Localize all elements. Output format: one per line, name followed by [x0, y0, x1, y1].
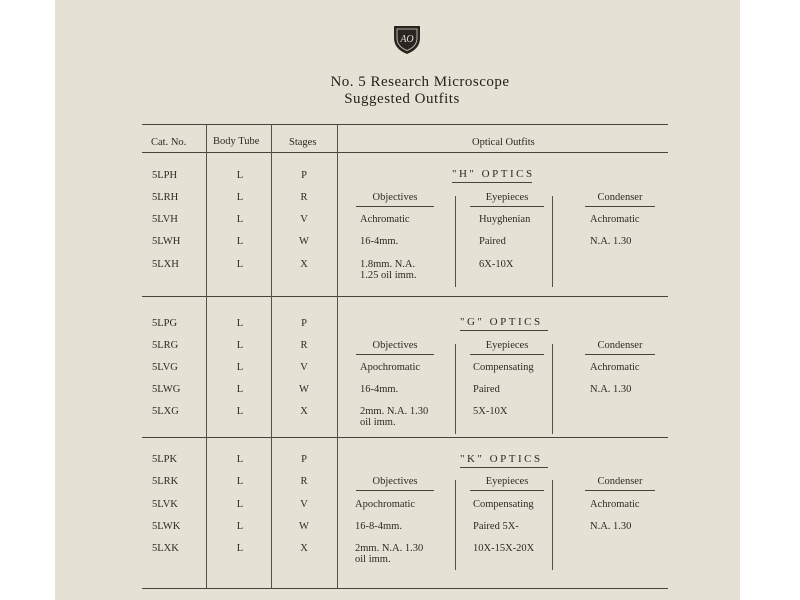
group-divider [142, 296, 668, 297]
group-divider [142, 437, 668, 438]
condenser-value: Achromatic [590, 214, 640, 225]
eyepiece-value: Paired 5X- [473, 521, 519, 532]
condenser-underline [585, 490, 655, 491]
stage: R [300, 476, 308, 487]
body-tube: L [236, 384, 244, 395]
objective-value: 2mm. N.A. 1.30 [360, 406, 429, 417]
logo-lettering: AO [400, 34, 414, 45]
cat-number: 5LXG [152, 406, 179, 417]
cat-number: 5LRK [152, 476, 179, 487]
eyepiece-value: 6X-10X [479, 259, 514, 270]
stage: V [300, 499, 308, 510]
stage: X [300, 259, 308, 270]
objectives-underline [356, 490, 434, 491]
cat-number: 5LRH [152, 192, 179, 203]
header-rule [142, 152, 668, 153]
eyepieces-underline [470, 354, 544, 355]
body-tube: L [236, 318, 244, 329]
body-tube: L [236, 236, 244, 247]
condenser-value: N.A. 1.30 [590, 236, 632, 247]
table-bottom-rule [142, 588, 668, 589]
body-tube: L [236, 259, 244, 270]
body-tube: L [236, 340, 244, 351]
cat-number: 5LVK [152, 499, 178, 510]
objective-value: Achromatic [360, 214, 410, 225]
objectives-label: Objectives [372, 476, 418, 487]
cat-number: 5LXK [152, 543, 179, 554]
eyepiece-value: Paired [479, 236, 506, 247]
cat-number: 5LWH [152, 236, 181, 247]
optics-heading-underline [452, 182, 532, 183]
eyepiece-value: 5X-10X [473, 406, 508, 417]
optics-heading-underline [460, 467, 548, 468]
objective-value: 2mm. N.A. 1.30 [355, 543, 424, 554]
header-body-tube: Body Tube [213, 136, 260, 147]
condenser-label: Condenser [597, 340, 643, 351]
stage: V [300, 214, 308, 225]
optics-divider [455, 196, 456, 287]
stage: P [301, 170, 307, 181]
cat-number: 5LVH [152, 214, 178, 225]
eyepieces-underline [470, 206, 544, 207]
objective-value: oil imm. [360, 417, 396, 428]
eyepieces-label: Eyepieces [485, 340, 529, 351]
eyepiece-value: Compensating [473, 499, 534, 510]
cat-number: 5LWG [152, 384, 181, 395]
objective-value: 1.8mm. N.A. [360, 259, 416, 270]
eyepiece-value: 10X-15X-20X [473, 543, 535, 554]
stage: W [299, 384, 309, 395]
optics-heading: "G" OPTICS [460, 316, 543, 328]
body-tube: L [236, 170, 244, 181]
stage: X [300, 543, 308, 554]
optics-divider [552, 480, 553, 570]
stage: V [300, 362, 308, 373]
body-tube: L [236, 362, 244, 373]
objective-value: Apochromatic [360, 362, 421, 373]
header-cat-no: Cat. No. [151, 137, 187, 148]
body-tube: L [236, 406, 244, 417]
eyepiece-value: Compensating [473, 362, 534, 373]
ao-shield-logo-icon [392, 23, 422, 55]
condenser-value: N.A. 1.30 [590, 384, 632, 395]
cat-number: 5LPG [152, 318, 178, 329]
eyepieces-label: Eyepieces [485, 476, 529, 487]
stage: P [301, 454, 307, 465]
eyepieces-label: Eyepieces [485, 192, 529, 203]
eyepieces-underline [470, 490, 544, 491]
objective-value: Apochromatic [355, 499, 416, 510]
stage: R [300, 340, 308, 351]
objective-value: 16-8-4mm. [355, 521, 402, 532]
objective-value: 16-4mm. [360, 384, 399, 395]
stage: W [299, 521, 309, 532]
cat-number: 5LPH [152, 170, 178, 181]
condenser-label: Condenser [597, 476, 643, 487]
body-tube: L [236, 214, 244, 225]
condenser-value: Achromatic [590, 499, 640, 510]
cat-number: 5LVG [152, 362, 178, 373]
optics-divider [455, 480, 456, 570]
objective-value: oil imm. [355, 554, 391, 565]
objectives-label: Objectives [372, 192, 418, 203]
stage: W [299, 236, 309, 247]
condenser-underline [585, 206, 655, 207]
body-tube: L [236, 476, 244, 487]
optics-heading-underline [460, 330, 548, 331]
body-tube: L [236, 192, 244, 203]
column-divider [337, 124, 338, 588]
objective-value: 16-4mm. [360, 236, 399, 247]
cat-number: 5LXH [152, 259, 179, 270]
optics-divider [455, 344, 456, 434]
cat-number: 5LPK [152, 454, 178, 465]
page-title: No. 5 Research Microscope [330, 74, 510, 90]
header-stages: Stages [289, 137, 317, 148]
stage: X [300, 406, 308, 417]
condenser-value: N.A. 1.30 [590, 521, 632, 532]
optics-divider [552, 196, 553, 287]
column-divider [206, 124, 207, 588]
body-tube: L [236, 499, 244, 510]
cat-number: 5LWK [152, 521, 181, 532]
condenser-label: Condenser [597, 192, 643, 203]
stage: R [300, 192, 308, 203]
cat-number: 5LRG [152, 340, 179, 351]
body-tube: L [236, 454, 244, 465]
optics-heading: "K" OPTICS [460, 453, 543, 465]
objectives-underline [356, 354, 434, 355]
eyepiece-value: Paired [473, 384, 500, 395]
body-tube: L [236, 521, 244, 532]
eyepiece-value: Huyghenian [479, 214, 531, 225]
table-top-rule [142, 124, 668, 125]
column-divider [271, 124, 272, 588]
condenser-value: Achromatic [590, 362, 640, 373]
header-optical-outfits: Optical Outfits [472, 137, 535, 148]
body-tube: L [236, 543, 244, 554]
objective-value: 1.25 oil imm. [360, 270, 417, 281]
optics-divider [552, 344, 553, 434]
stage: P [301, 318, 307, 329]
objectives-label: Objectives [372, 340, 418, 351]
optics-heading: "H" OPTICS [452, 168, 535, 180]
condenser-underline [585, 354, 655, 355]
page-subtitle: Suggested Outfits [344, 91, 460, 107]
objectives-underline [356, 206, 434, 207]
